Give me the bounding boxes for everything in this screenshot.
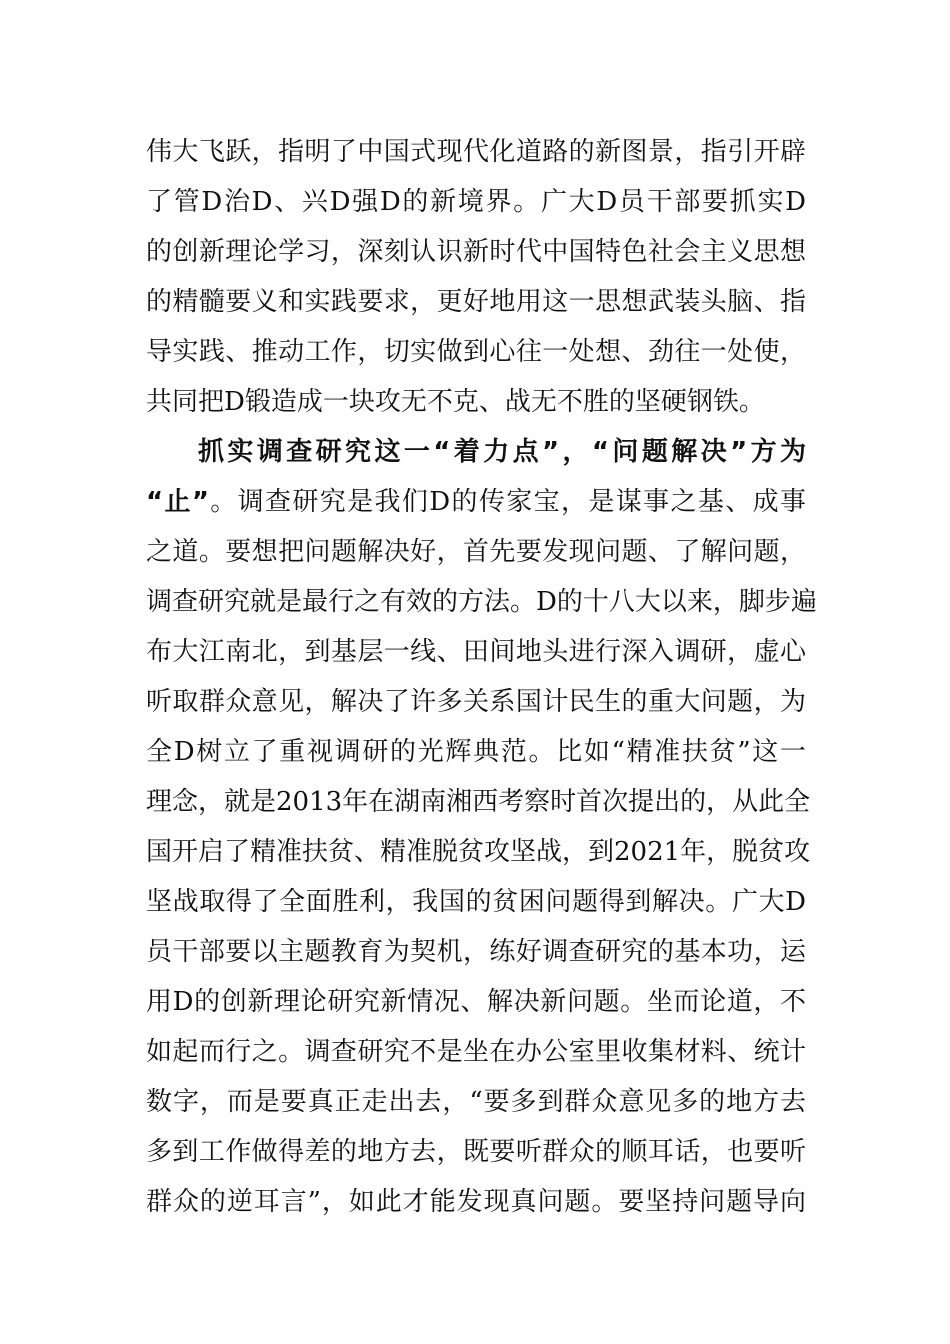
paragraph-line: 导实践、推动工作，切实做到心往一处想、劲往一处使， xyxy=(146,337,806,367)
section-heading: 抓实调查研究这一“着力点”，“问题解决”方为 xyxy=(198,437,806,467)
paragraph-line: 如起而行之。调查研究不是坐在办公室里收集材料、统计 xyxy=(146,1037,806,1067)
paragraph-line: 数字，而是要真正走出去，“要多到群众意见多的地方去 xyxy=(146,1087,806,1117)
paragraph-line: 伟大飞跃，指明了中国式现代化道路的新图景，指引开辟 xyxy=(146,137,806,167)
paragraph-line xyxy=(146,477,806,527)
paragraph-line: 用D的创新理论研究新情况、解决新问题。坐而论道，不 xyxy=(146,987,806,1017)
paragraph-line: 群众的逆耳言”，如此才能发现真问题。要坚持问题导向 xyxy=(146,1187,806,1217)
paragraph-line: 全D树立了重视调研的光辉典范。比如“精准扶贫”这一 xyxy=(146,737,806,767)
paragraph-line: 共同把D锻造成一块攻无不克、战无不胜的坚硬钢铁。 xyxy=(146,387,765,417)
paragraph-line: 之道。要想把问题解决好，首先要发现问题、了解问题， xyxy=(146,537,806,567)
paragraph-line: 的创新理论学习，深刻认识新时代中国特色社会主义思想 xyxy=(146,237,806,267)
paragraph-line: 布大江南北，到基层一线、田间地头进行深入调研，虚心 xyxy=(146,637,806,667)
document-body xyxy=(146,127,817,1227)
paragraph-line: 坚战取得了全面胜利，我国的贫困问题得到解决。广大D xyxy=(146,887,806,917)
paragraph-line: 了管D治D、兴D强D的新境界。广大D员干部要抓实D xyxy=(146,187,806,217)
paragraph-line: 国开启了精准扶贫、精准脱贫攻坚战，到2021年，脱贫攻 xyxy=(146,837,811,867)
paragraph-line: 听取群众意见，解决了许多关系国计民生的重大问题，为 xyxy=(146,687,806,717)
paragraph-line: 的精髓要义和实践要求，更好地用这一思想武装头脑、指 xyxy=(146,287,806,317)
section-heading-tail: “止” xyxy=(146,487,209,517)
paragraph-line: 员干部要以主题教育为契机，练好调查研究的基本功，运 xyxy=(146,937,806,967)
paragraph-text: 。调查研究是我们D的传家宝，是谋事之基、成事 xyxy=(208,487,806,517)
paragraph-line: 调查研究就是最行之有效的方法。D的十八大以来，脚步遍 xyxy=(146,587,817,617)
paragraph-line: 多到工作做得差的地方去，既要听群众的顺耳话，也要听 xyxy=(146,1137,806,1167)
paragraph-line: 理念，就是2013年在湖南湘西考察时首次提出的，从此全 xyxy=(146,787,811,817)
